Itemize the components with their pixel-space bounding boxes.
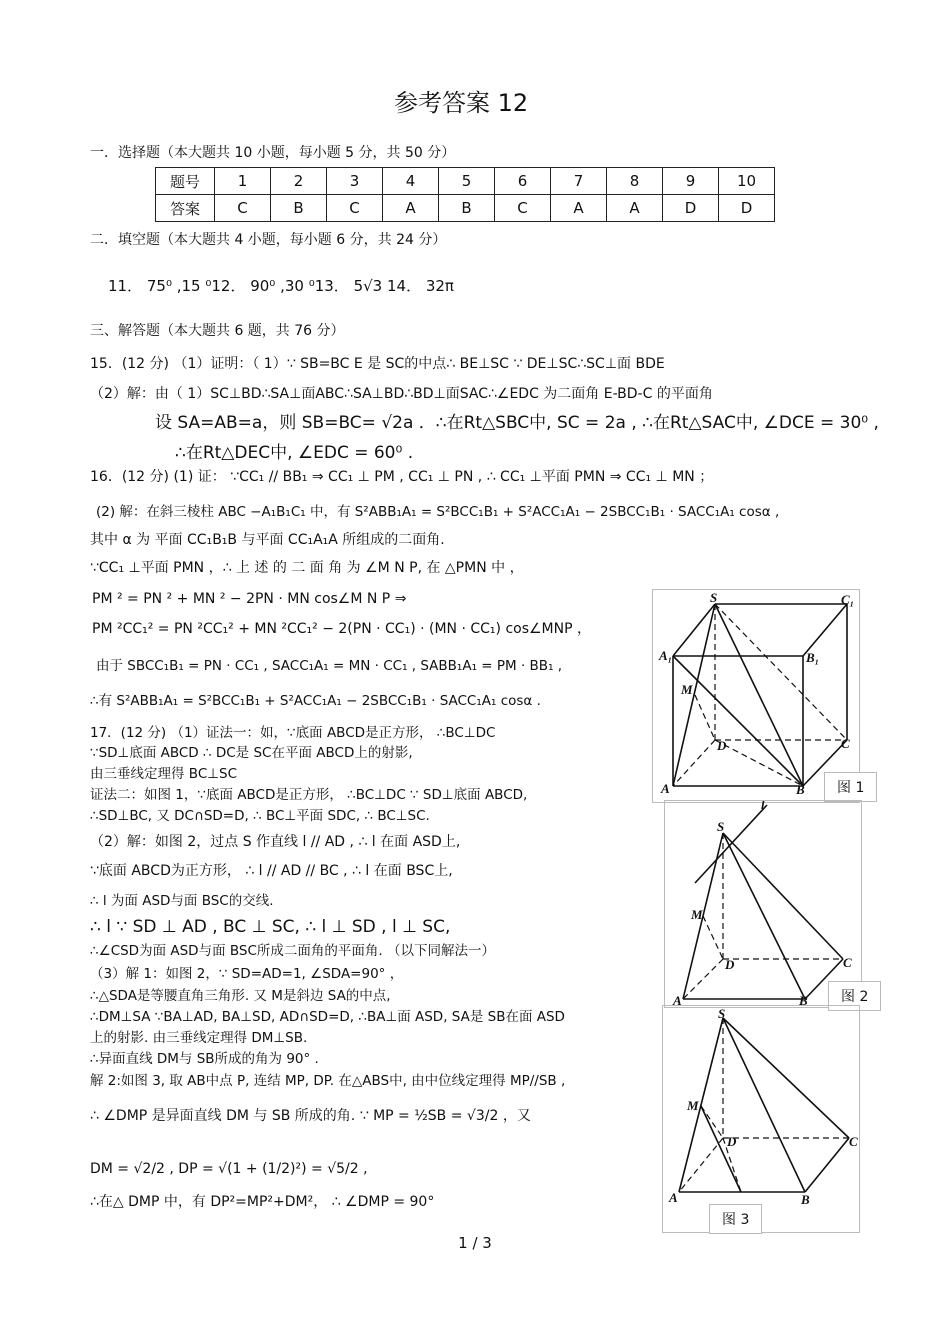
solution-line: 15．(12 分) （1）证明：（ 1）∵ SB=BC E 是 SC的中点∴ BE⊥SC ∵ DE⊥SC∴SC⊥面 BDE — [90, 356, 665, 372]
solution-line: 16．(12 分) (1) 证： ∵CC₁ // BB₁ ⇒ CC₁ ⊥ PM , CC₁ ⊥ PN , ∴ CC₁ ⊥平面 PMN ⇒ CC₁ ⊥ MN ； — [90, 469, 714, 485]
solution-line: ∴△SDA是等腰直角三角形. 又 M是斜边 SA的中点, — [90, 988, 391, 1004]
solution-line: ∴ l ∵ SD ⊥ AD , BC ⊥ SC, ∴ l ⊥ SD , l ⊥ SC, — [90, 917, 451, 937]
table-row-label: 答案 — [156, 195, 215, 222]
solution-line: 其中 α 为 平面 CC₁B₁B 与平面 CC₁A₁A 所组成的二面角. — [90, 532, 445, 548]
table-cell: D — [663, 195, 719, 222]
solution-line: ∵SD⊥底面 ABCD ∴ DC是 SC在平面 ABCD上的射影, — [90, 745, 413, 761]
solution-line: PM ²CC₁² = PN ²CC₁² + MN ²CC₁² − 2(PN · CC₁) · (MN · CC₁) cos∠MNP ， — [92, 621, 591, 637]
table-cell: B — [439, 195, 495, 222]
solution-line: ∴∠CSD为面 ASD与面 BSC所成二面角的平面角. （以下同解法一） — [90, 943, 495, 959]
vertex-label: A — [661, 781, 670, 796]
vertex-label: S — [710, 590, 718, 605]
solution-line: ∴在Rt△DEC中, ∠EDC = 60⁰ . — [175, 443, 414, 463]
table-cell: 9 — [663, 168, 719, 195]
vertex-label: B₁ — [806, 650, 820, 665]
solution-line: ∵CC₁ ⊥平面 PMN ，∴ 上 述 的 二 面 角 为 ∠M N P, 在 △PMN 中 ， — [90, 560, 524, 576]
solution-line: （3）解 1：如图 2，∵ SD=AD=1, ∠SDA=90° ， — [90, 966, 404, 982]
vertex-label: A — [673, 993, 682, 1008]
table-row-label: 题号 — [156, 168, 215, 195]
vertex-label: M — [687, 1098, 699, 1113]
vertex-label: C — [849, 1134, 858, 1149]
vertex-label: D — [717, 738, 727, 753]
table-cell: 5 — [439, 168, 495, 195]
solution-line: ∴有 S²ABB₁A₁ = S²BCC₁B₁ + S²ACC₁A₁ − 2SBCC₁B₁ · SACC₁A₁ cosα . — [90, 693, 541, 709]
vertex-label: B — [799, 993, 808, 1008]
solution-line: ∴ l 为面 ASD与面 BSC的交线. — [90, 893, 274, 909]
solution-line: 解 2:如图 3, 取 AB中点 P, 连结 MP, DP. 在△ABS中, 由中位线定理得 MP//SB , — [90, 1073, 566, 1089]
solution-line: 设 SA=AB=a，则 SB=BC= √2a ．∴在Rt△SBC中, SC = 2a , ∴在Rt△SAC中, ∠DCE = 30⁰ , — [155, 413, 879, 433]
answer-table — [155, 167, 775, 222]
figure-1-cube — [652, 589, 860, 803]
solution-line: （2）解：由（ 1）SC⊥BD∴SA⊥面ABC∴SA⊥BD∴BD⊥面SAC∴∠EDC 为二面角 E-BD-C 的平面角 — [90, 386, 713, 402]
table-row — [156, 168, 775, 195]
page-title: 参考答案 12 — [394, 89, 529, 117]
vertex-label: M — [681, 682, 693, 697]
solution-line: 上的射影. 由三垂线定理得 DM⊥SB. — [90, 1030, 308, 1046]
table-cell: 8 — [607, 168, 663, 195]
solution-line: ∵底面 ABCD为正方形， ∴ l // AD // BC , ∴ l 在面 BSC上, — [90, 863, 453, 879]
solution-line: ∴异面直线 DM与 SB所成的角为 90° . — [90, 1051, 319, 1067]
table-cell: D — [719, 195, 775, 222]
page-number: 1 / 3 — [458, 1234, 492, 1252]
table-cell: 7 — [551, 168, 607, 195]
section3-heading: 三、解答题（本大题共 6 题，共 76 分） — [90, 323, 345, 339]
vertex-label: A₁ — [659, 648, 673, 663]
vertex-label: C — [843, 955, 852, 970]
vertex-label: M — [691, 907, 703, 922]
table-cell: A — [607, 195, 663, 222]
solution-line: 由于 SBCC₁B₁ = PN · CC₁ , SACC₁A₁ = MN · CC₁ , SABB₁A₁ = PM · BB₁ , — [96, 658, 563, 674]
table-cell: 1 — [215, 168, 271, 195]
table-cell: C — [215, 195, 271, 222]
vertex-label: C — [841, 736, 850, 751]
vertex-label: D — [725, 957, 735, 972]
vertex-label: S — [718, 1006, 726, 1021]
table-cell: 2 — [271, 168, 327, 195]
vertex-label: C₁ — [841, 592, 855, 607]
table-row — [156, 195, 775, 222]
solution-line: ∴SD⊥BC, 又 DC∩SD=D, ∴ BC⊥平面 SDC, ∴ BC⊥SC. — [90, 808, 430, 824]
section1-heading: 一．选择题（本大题共 10 小题，每小题 5 分，共 50 分） — [90, 145, 456, 161]
table-cell: B — [271, 195, 327, 222]
table-cell: 4 — [383, 168, 439, 195]
section2-heading: 二．填空题（本大题共 4 小题，每小题 6 分，共 24 分） — [90, 232, 447, 248]
solution-line: ∴在△ DMP 中，有 DP²=MP²+DM²， ∴ ∠DMP = 90° — [90, 1194, 435, 1210]
vertex-label: S — [717, 819, 725, 834]
table-cell: A — [383, 195, 439, 222]
solution-line: 证法二：如图 1，∵底面 ABCD是正方形， ∴BC⊥DC ∵ SD⊥底面 ABCD, — [90, 787, 528, 803]
line-label: l — [761, 800, 765, 812]
figure-3-caption: 图 3 — [709, 1204, 762, 1234]
table-cell: C — [327, 195, 383, 222]
vertex-label: B — [796, 782, 805, 797]
solution-line: (2) 解：在斜三棱柱 ABC −A₁B₁C₁ 中，有 S²ABB₁A₁ = S²BCC₁B₁ + S²ACC₁A₁ − 2SBCC₁B₁ · SACC₁A₁ cosα , — [96, 504, 780, 520]
solution-line: （2）解：如图 2，过点 S 作直线 l // AD , ∴ l 在面 ASD上, — [90, 834, 461, 850]
solution-line: ∴DM⊥SA ∵BA⊥AD, BA⊥SD, AD∩SD=D, ∴BA⊥面 ASD, SA是 SB在面 ASD — [90, 1009, 565, 1025]
table-cell: 10 — [719, 168, 775, 195]
table-cell: 3 — [327, 168, 383, 195]
figure-2-caption: 图 2 — [828, 981, 881, 1011]
solution-line: 17．(12 分) （1）证法一：如，∵底面 ABCD是正方形， ∴BC⊥DC — [90, 725, 496, 741]
vertex-label: A — [669, 1190, 678, 1205]
solution-line: ∴ ∠DMP 是异面直线 DM 与 SB 所成的角. ∵ MP = ½SB = √3/2 ，又 — [90, 1108, 531, 1124]
solution-line: 由三垂线定理得 BC⊥SC — [90, 766, 237, 782]
solution-line: PM ² = PN ² + MN ² − 2PN · MN cos∠M N P ⇒ — [92, 591, 407, 607]
figure-3-pyramid — [662, 1005, 860, 1233]
table-cell: A — [551, 195, 607, 222]
table-cell: 6 — [495, 168, 551, 195]
fill-in-answers: 11． 75⁰ ,15 ⁰12． 90⁰ ,30 ⁰13． 5√3 14． 32π — [108, 277, 454, 295]
figure-1-caption: 图 1 — [824, 772, 877, 802]
solution-line: DM = √2/2 , DP = √(1 + (1/2)²) = √5/2 , — [90, 1161, 368, 1177]
vertex-label: B — [801, 1192, 810, 1207]
vertex-label: D — [727, 1134, 737, 1149]
table-cell: C — [495, 195, 551, 222]
figure-2-pyramid — [664, 800, 862, 1008]
